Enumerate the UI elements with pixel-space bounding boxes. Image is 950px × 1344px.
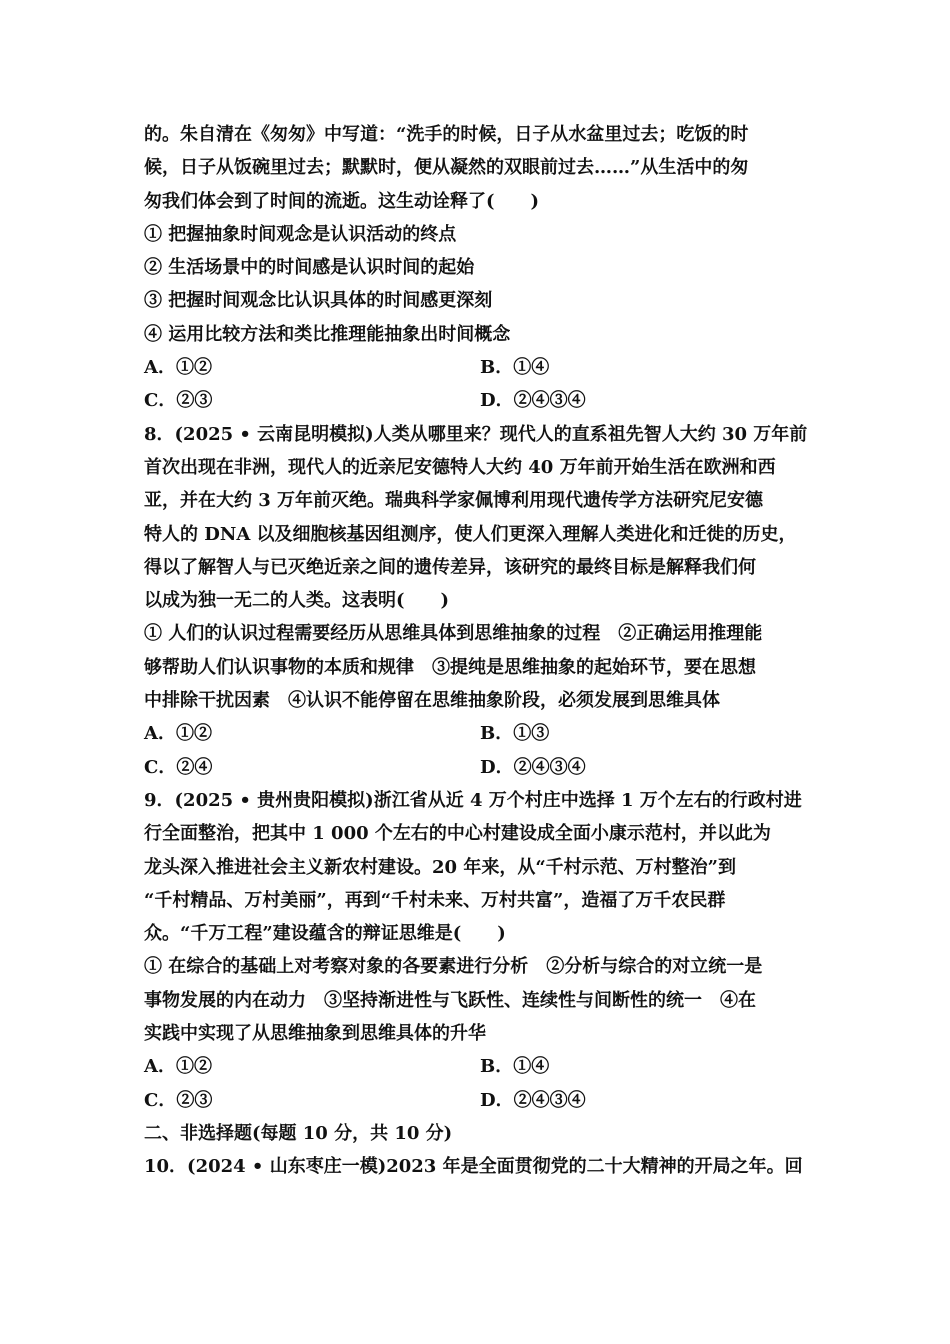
answer-options-row [144, 1084, 824, 1117]
question-stem-line: 得以了解智人与已灭绝近亲之间的遗传差异，该研究的最终目标是解释我们何 [144, 556, 756, 578]
statement-item: ① 把握抽象时间观念是认识活动的终点 [144, 223, 457, 245]
answer-options-row [144, 717, 824, 750]
statement-item: 实践中实现了从思维抽象到思维具体的升华 [144, 1023, 486, 1045]
option-d: D．②④③④ [480, 756, 586, 778]
answer-options-row [144, 384, 824, 417]
question-8 [144, 418, 824, 784]
question-stem-line: 众。“千万工程”建设蕴含的辩证思维是( ) [144, 923, 506, 945]
question-stem-line: 8．(2025 • 云南昆明模拟)人类从哪里来？现代人的直系祖先智人大约 30 万年前 [144, 423, 808, 445]
answer-options-row [144, 751, 824, 784]
question-stem-line: 亚，并在大约 3 万年前灭绝。瑞典科学家佩博利用现代遗传学方法研究尼安德 [144, 490, 764, 512]
option-c: C．②③ [144, 390, 213, 412]
option-a: A．①② [144, 723, 212, 745]
option-c: C．②④ [144, 756, 213, 778]
question-stem-line: 行全面整治，把其中 1 000 个左右的中心村建设成全面小康示范村，并以此为 [144, 823, 771, 845]
option-d: D．②④③④ [480, 1089, 586, 1111]
option-b: B．①④ [480, 1056, 550, 1078]
question-stem-line: 以成为独一无二的人类。这表明( ) [144, 590, 450, 612]
question-stem-line: 的。朱自清在《匆匆》中写道：“洗手的时候，日子从水盆里过去；吃饭的时 [144, 124, 749, 145]
question-10 [144, 1150, 824, 1183]
question-9 [144, 784, 824, 1117]
option-b: B．①③ [480, 723, 550, 745]
statement-item: ④ 运用比较方法和类比推理能抽象出时间概念 [144, 323, 511, 345]
question-stem-line: 龙头深入推进社会主义新农村建设。20 年来，从“千村示范、万村整治”到 [144, 856, 737, 878]
question-stem-line: “千村精品、万村美丽”，再到“千村未来、万村共富”，造福了万千农民群 [144, 889, 726, 911]
statement-item: ③ 把握时间观念比认识具体的时间感更深刻 [144, 290, 493, 312]
option-a: A．①② [144, 357, 212, 379]
statement-item: 够帮助人们认识事物的本质和规律 ③提纯是思维抽象的起始环节，要在思想 [144, 656, 756, 678]
statement-item: 中排除干扰因素 ④认识不能停留在思维抽象阶段，必须发展到思维具体 [144, 690, 720, 712]
question-stem-line: 候，日子从饭碗里过去；默默时，便从凝然的双眼前过去……”从生活中的匆 [144, 157, 749, 179]
option-b: B．①④ [480, 357, 550, 379]
option-a: A．①② [144, 1056, 212, 1078]
page-content [144, 118, 824, 1184]
question-stem-line: 10．(2024 • 山东枣庄一模)2023 年是全面贯彻党的二十大精神的开局之年。回 [144, 1156, 803, 1178]
statement-item: ① 在综合的基础上对考察对象的各要素进行分析 ②分析与综合的对立统一是 [144, 956, 763, 978]
question-stem-line: 9．(2025 • 贵州贵阳模拟)浙江省从近 4 万个村庄中选择 1 万个左右的行政村进 [144, 789, 802, 811]
question-stem-line: 特人的 DNA 以及细胞核基因组测序，使人们更深入理解人类进化和迁徙的历史， [144, 523, 797, 545]
question-stem-line: 匆我们体会到了时间的流逝。这生动诠释了( ) [144, 190, 540, 212]
option-d: D．②④③④ [480, 390, 586, 412]
section-heading: 二、非选择题(每题 10 分，共 10 分) [144, 1122, 453, 1144]
question-stem-line: 首次出现在非洲，现代人的近亲尼安德特人大约 40 万年前开始生活在欧洲和西 [144, 456, 776, 478]
statement-item: 事物发展的内在动力 ③坚持渐进性与飞跃性、连续性与间断性的统一 ④在 [144, 989, 756, 1011]
answer-options-row [144, 1050, 824, 1083]
statement-item: ① 人们的认识过程需要经历从思维具体到思维抽象的过程 ②正确运用推理能 [144, 623, 763, 645]
statement-item: ② 生活场景中的时间感是认识时间的起始 [144, 257, 475, 279]
option-c: C．②③ [144, 1089, 213, 1111]
answer-options-row [144, 351, 824, 384]
question-7 [144, 118, 824, 418]
